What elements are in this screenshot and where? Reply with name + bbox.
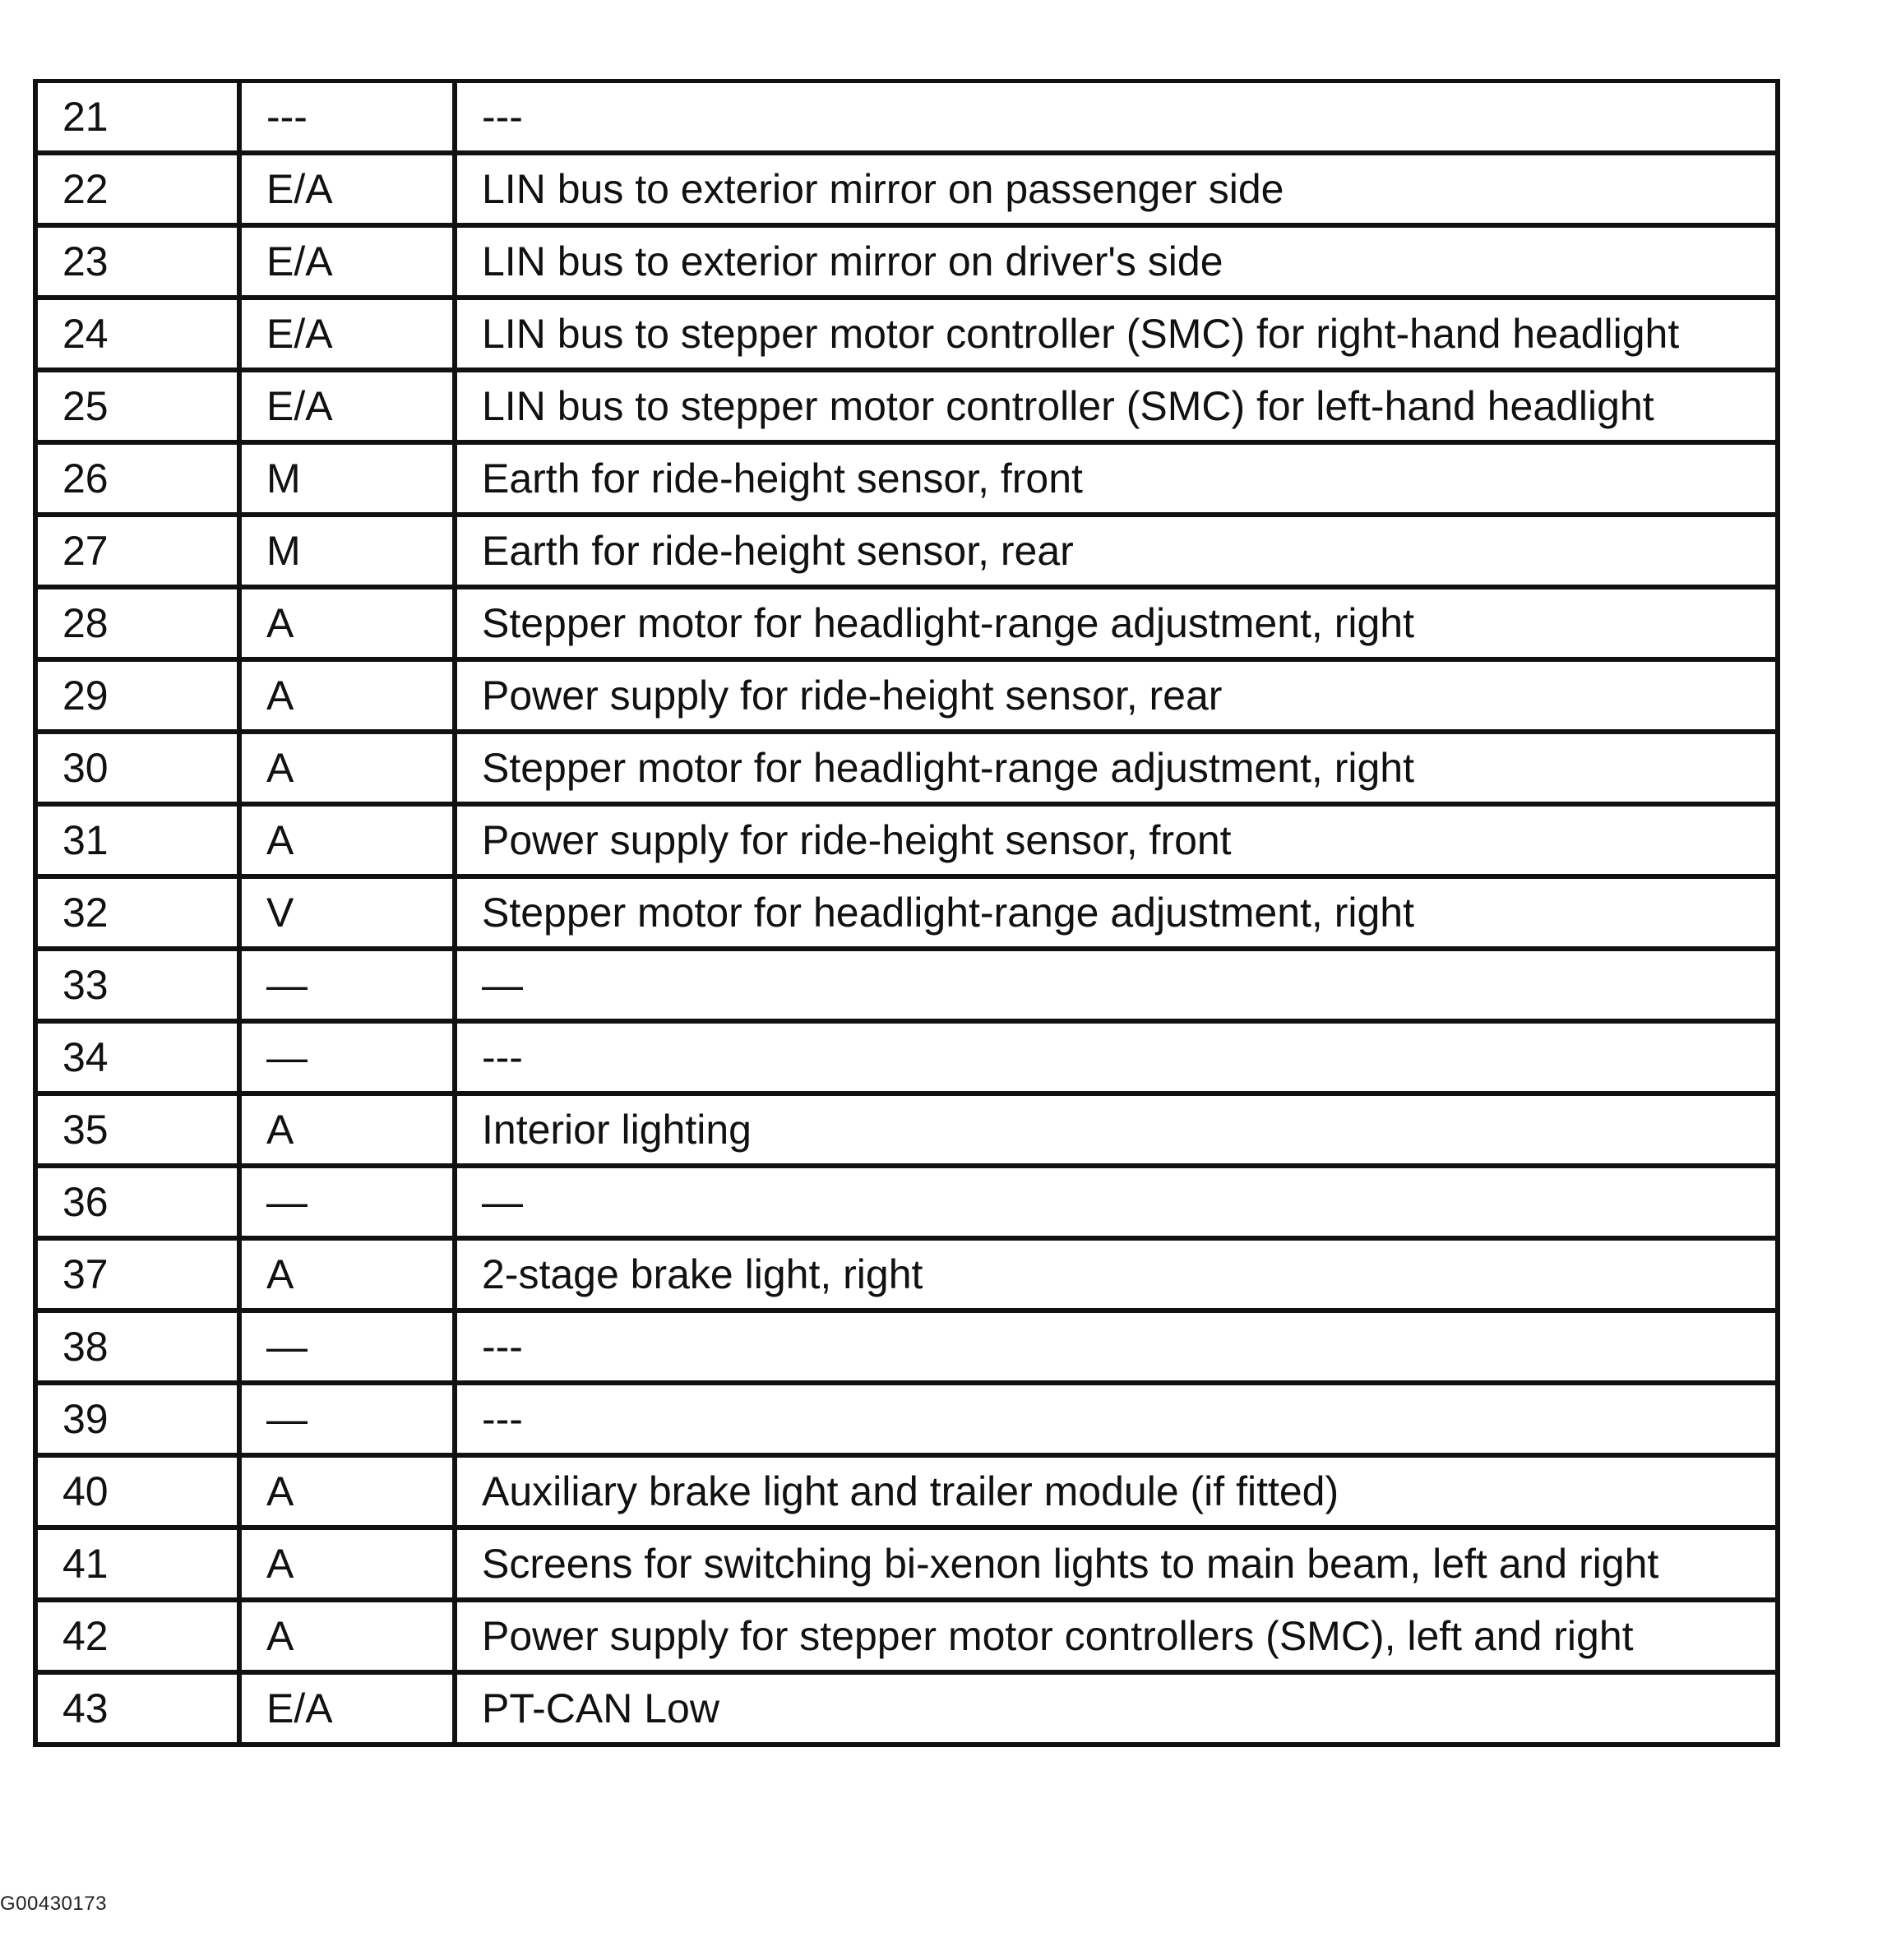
signal-type: E/A xyxy=(239,370,455,442)
pin-number: 41 xyxy=(35,1528,239,1600)
pin-number: 36 xyxy=(35,1166,239,1238)
signal-type: M xyxy=(239,515,455,587)
signal-type: --- xyxy=(239,81,455,154)
table-row xyxy=(35,1528,1778,1600)
signal-type: — xyxy=(239,1311,455,1383)
pin-number: 38 xyxy=(35,1311,239,1383)
table-row xyxy=(35,587,1778,659)
pin-description: --- xyxy=(455,1021,1778,1093)
pin-description: Power supply for stepper motor controllers (SMC), left and right xyxy=(455,1600,1778,1672)
pin-number: 24 xyxy=(35,298,239,370)
pin-description: --- xyxy=(455,1311,1778,1383)
pin-description: — xyxy=(455,1166,1778,1238)
pin-description: LIN bus to stepper motor controller (SMC) for left-hand headlight xyxy=(455,370,1778,442)
pin-number: 43 xyxy=(35,1672,239,1745)
signal-type: A xyxy=(239,587,455,659)
pin-number: 25 xyxy=(35,370,239,442)
pin-number: 22 xyxy=(35,153,239,225)
table-row xyxy=(35,659,1778,732)
signal-type: A xyxy=(239,1238,455,1311)
table-row xyxy=(35,81,1778,154)
pin-number: 29 xyxy=(35,659,239,732)
table-row xyxy=(35,1166,1778,1238)
pin-description: Power supply for ride-height sensor, front xyxy=(455,804,1778,876)
pin-number: 33 xyxy=(35,949,239,1021)
pin-number: 28 xyxy=(35,587,239,659)
pin-description: Power supply for ride-height sensor, rear xyxy=(455,659,1778,732)
pin-description: LIN bus to exterior mirror on driver's side xyxy=(455,225,1778,298)
signal-type: E/A xyxy=(239,1672,455,1745)
table-row xyxy=(35,876,1778,949)
signal-type: A xyxy=(239,659,455,732)
table-row xyxy=(35,442,1778,515)
pin-description: — xyxy=(455,949,1778,1021)
signal-type: A xyxy=(239,804,455,876)
table-row xyxy=(35,1238,1778,1311)
pin-number: 31 xyxy=(35,804,239,876)
pin-description: LIN bus to stepper motor controller (SMC) for right-hand headlight xyxy=(455,298,1778,370)
signal-type: A xyxy=(239,732,455,804)
signal-type: E/A xyxy=(239,153,455,225)
signal-type: A xyxy=(239,1455,455,1528)
signal-type: V xyxy=(239,876,455,949)
pin-description: Auxiliary brake light and trailer module (if fitted) xyxy=(455,1455,1778,1528)
pin-number: 27 xyxy=(35,515,239,587)
table-row xyxy=(35,1093,1778,1166)
pin-description: Stepper motor for headlight-range adjustment, right xyxy=(455,732,1778,804)
table-row xyxy=(35,225,1778,298)
table-row xyxy=(35,1311,1778,1383)
signal-type: — xyxy=(239,1021,455,1093)
pin-number: 35 xyxy=(35,1093,239,1166)
pin-description: Earth for ride-height sensor, front xyxy=(455,442,1778,515)
table-row xyxy=(35,1383,1778,1455)
pin-description: --- xyxy=(455,1383,1778,1455)
pin-description: Screens for switching bi-xenon lights to main beam, left and right xyxy=(455,1528,1778,1600)
signal-type: A xyxy=(239,1093,455,1166)
pin-number: 42 xyxy=(35,1600,239,1672)
pin-number: 34 xyxy=(35,1021,239,1093)
pin-number: 32 xyxy=(35,876,239,949)
table-row xyxy=(35,1600,1778,1672)
signal-type: E/A xyxy=(239,298,455,370)
pin-description: --- xyxy=(455,81,1778,154)
pin-number: 23 xyxy=(35,225,239,298)
table-row xyxy=(35,1455,1778,1528)
pin-description: Stepper motor for headlight-range adjustment, right xyxy=(455,876,1778,949)
pin-number: 30 xyxy=(35,732,239,804)
pin-table-body xyxy=(35,81,1778,1745)
signal-type: M xyxy=(239,442,455,515)
signal-type: — xyxy=(239,1383,455,1455)
pin-description: PT-CAN Low xyxy=(455,1672,1778,1745)
figure-id: G00430173 xyxy=(0,1893,107,1915)
table-row xyxy=(35,804,1778,876)
table-row xyxy=(35,949,1778,1021)
table-row xyxy=(35,1021,1778,1093)
pin-assignment-table xyxy=(33,79,1780,1747)
pin-number: 39 xyxy=(35,1383,239,1455)
table-row xyxy=(35,370,1778,442)
signal-type: A xyxy=(239,1528,455,1600)
pin-description: Interior lighting xyxy=(455,1093,1778,1166)
pin-description: 2-stage brake light, right xyxy=(455,1238,1778,1311)
pin-number: 26 xyxy=(35,442,239,515)
table-row xyxy=(35,732,1778,804)
signal-type: — xyxy=(239,949,455,1021)
pin-description: Stepper motor for headlight-range adjustment, right xyxy=(455,587,1778,659)
table-row xyxy=(35,515,1778,587)
table-row xyxy=(35,298,1778,370)
pin-number: 40 xyxy=(35,1455,239,1528)
table-row xyxy=(35,153,1778,225)
table-row xyxy=(35,1672,1778,1745)
pin-description: LIN bus to exterior mirror on passenger side xyxy=(455,153,1778,225)
signal-type: E/A xyxy=(239,225,455,298)
signal-type: — xyxy=(239,1166,455,1238)
pin-description: Earth for ride-height sensor, rear xyxy=(455,515,1778,587)
pin-number: 21 xyxy=(35,81,239,154)
signal-type: A xyxy=(239,1600,455,1672)
pin-number: 37 xyxy=(35,1238,239,1311)
